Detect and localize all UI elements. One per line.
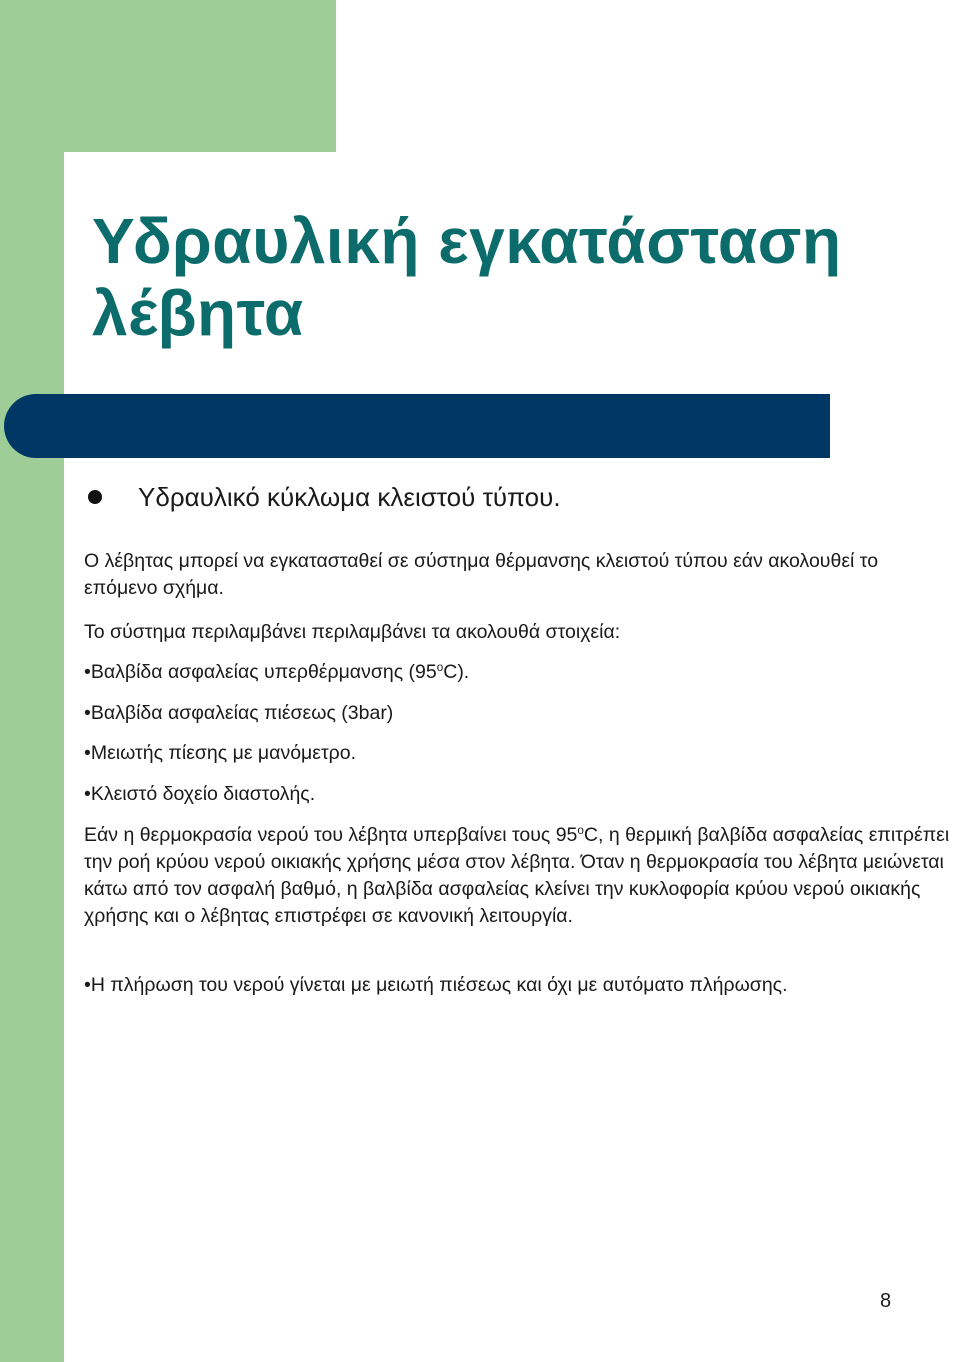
page-title xyxy=(92,205,932,349)
list-item-overheat-valve: •Βαλβίδα ασφαλείας υπερθέρμανσης $(95^oC)$. xyxy=(84,660,470,683)
bullet-dot-icon xyxy=(88,490,102,504)
main-bullet-text: Υδραυλικό κύκλωμα κλειστού τύπου. xyxy=(138,482,561,512)
page-number: 8 xyxy=(880,1290,892,1312)
explanation-paragraph: Εάν η θερμοκρασία νερού του λέβητα υπερβαίνει τους $95^oC$, η θερμική βαλβίδα ασφαλείας επιτρέπει την ροή κρύου νερού οικιακής χρήσης μέσα στον λέβητα. Όταν η θερμοκρασία του λέβητα μειώνεται κάτω από τον ασφαλή βαθμό, η βαλβίδα ασφαλείας κλείνει την κυκλοφορία κρύου νερού οικιακής χρήσης και ο λέβητας επιστρέφει σε κανονική λειτουργία. xyxy=(84,823,950,927)
decor-green-strip xyxy=(0,0,64,1362)
system-intro-text: Το σύστημα περιλαμβάνει περιλαμβάνει τα ακολουθά στοιχεία: xyxy=(84,621,621,643)
decor-green-header xyxy=(0,0,336,152)
page-title-line2: λέβητα xyxy=(92,277,304,349)
intro-text: Ο λέβητας μπορεί να εγκατασταθεί σε σύστημα θέρμανσης κλειστού τύπου εάν ακολουθεί το επόμενο σχήμα. xyxy=(84,550,879,599)
decor-navy-band xyxy=(4,394,830,458)
list-item-pressure-valve: •Βαλβίδα ασφαλείας πιέσεως (3bar) xyxy=(84,702,394,724)
page-title-line1: Υδραυλική εγκατάσταση xyxy=(92,205,842,277)
list-item-pressure-reducer: •Μειωτής πίεσης με μανόμετρο. xyxy=(84,742,357,764)
list-item-expansion-tank: •Κλειστό δοχείο διαστολής. xyxy=(84,783,316,805)
list-item-filling: •Η πλήρωση του νερού γίνεται με μειωτή πιέσεως και όχι με αυτόματο πλήρωσης. xyxy=(84,974,788,996)
